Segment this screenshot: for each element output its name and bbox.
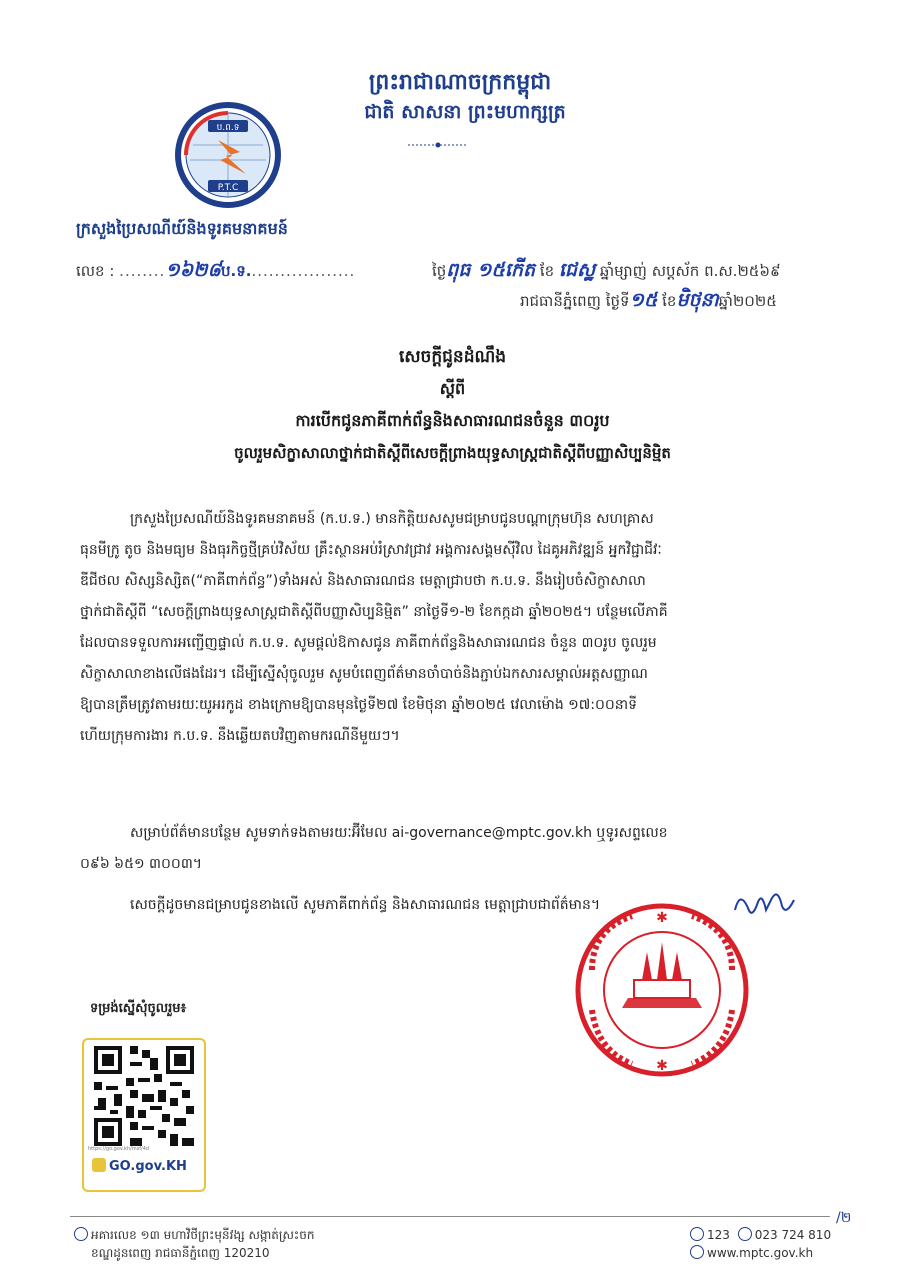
lunar-date: ថ្ងៃពុធ ១៥កើត ខែ ជេស្ឋ ឆ្នាំម្សាញ់ សប្តស័ក ព.ស.២៥៦៩	[432, 259, 781, 281]
svg-text:✱: ✱	[656, 910, 668, 926]
website-link[interactable]: www.mptc.gov.kh	[707, 1246, 814, 1260]
body-line: ឱ្យបានត្រឹមត្រូវតាមរយៈយូអរកូដ ខាងក្រោមឱ្យបានមុនថ្ងៃទី២៧ ខែមិថុនា ឆ្នាំ២០២៥ វេលាម៉ោង ១៧:០០នាទី	[80, 697, 637, 713]
kingdom-heading: ព្រះរាជាណាចក្រកម្ពុជា	[368, 69, 552, 95]
notice-subject-line2: ចូលរួមសិក្ខាសាលាថ្នាក់ជាតិស្តីពីសេចក្តីព្រាងយុទ្ធសាស្ត្រជាតិស្តីពីបញ្ញាសិប្បនិម្មិត	[234, 444, 671, 462]
page-number-mark: /២	[836, 1210, 852, 1226]
go-gov-logo-icon	[92, 1158, 106, 1172]
reference-number-handwritten: ១៦២៨	[165, 259, 221, 281]
body-line: ដែលបានទទួលការអញ្ជើញផ្ទាល់ ក.ប.ទ. សូមផ្តល់ឱកាសជូន ភាគីពាក់ព័ន្ធនិងសាធារណជន ចំនួន ៣០រូប ចូលរួម	[80, 635, 657, 651]
notice-subject-line1: ការបើកជូនភាគីពាក់ព័ន្ធនិងសាធារណជនចំនួន ៣០រូប	[295, 411, 610, 430]
reference-number: លេខ : ........១៦២៨ប.ទ...................	[76, 259, 356, 281]
hotline-icon	[690, 1227, 704, 1241]
body-line: ធុនមីក្រូ តូច និងមធ្យម និងធុរកិច្ចថ្មីគ្រប់វិស័យ គ្រឹះស្ថានអប់រំស្រាវជ្រាវ អង្គការសង្គមស៊ីវិល ដៃគូអភិវឌ្ឍន៍ អ្នកវិជ្ជាជីវៈ	[80, 542, 662, 558]
ornament-divider-icon	[408, 140, 468, 150]
location-pin-icon	[74, 1227, 88, 1241]
qr-code-icon	[94, 1046, 194, 1146]
motto-heading: ជាតិ សាសនា ព្រះមហាក្សត្រ	[364, 101, 566, 123]
go-gov-kh-logo: GO.gov.KH	[92, 1158, 187, 1174]
body-line: សិក្ខាសាលាខាងលើផងដែរ។ ដើម្បីស្នើសុំចូលរួម សូមបំពេញព័ត៌មានចាំបាច់និងភ្ជាប់ឯកសារសម្គាល់អត្តសញ្ញាណ	[80, 666, 648, 682]
signature-icon	[730, 880, 810, 930]
ministry-logo-icon	[168, 100, 288, 210]
solar-date: រាជធានីភ្នំពេញ ថ្ងៃទី១៥ ខែមិថុនាឆ្នាំ២០២៥	[520, 289, 777, 311]
body-line: ហើយក្រុមការងារ ក.ប.ទ. នឹងឆ្លើយតបវិញតាមករណីនីមួយៗ។	[80, 728, 400, 744]
body-line: ០៩៦ ៦៥១ ៣០០៣។	[80, 856, 203, 872]
body-line: សម្រាប់ព័ត៌មានបន្ថែម សូមទាក់ទងតាមរយៈអ៊ីមែល ai-governance@mptc.gov.kh ឬទូរសព្ទលេខ	[130, 825, 668, 841]
footer-contacts: 123 023 724 810 www.mptc.gov.kh	[690, 1226, 831, 1262]
svg-text:ប.ព.ទ: ប.ព.ទ	[216, 123, 240, 133]
svg-text:P.T.C: P.T.C	[217, 183, 239, 193]
svg-text:✱: ✱	[656, 1058, 668, 1074]
qr-url: https://go.gov.kh/msf/4d	[88, 1146, 150, 1152]
footer-divider	[70, 1216, 830, 1217]
ministry-logo	[168, 100, 288, 210]
body-line: សេចក្តីដូចមានជម្រាបជូនខាងលើ សូមភាគីពាក់ព័ន្ធ និងសាធារណជន មេត្តាជ្រាបជាព័ត៌មាន។	[130, 897, 601, 913]
notice-subject-label: ស្តីពី	[439, 379, 466, 398]
body-line: ថ្នាក់ជាតិស្តីពី “សេចក្តីព្រាងយុទ្ធសាស្ត្រជាតិស្តីពីបញ្ញាសិប្បនិម្មិត” នាថ្ងៃទី១-២ ខែកក្កដា ឆ្នាំ២០២៥។ បន្ថែមលើភាគី	[80, 604, 668, 620]
body-line: ក្រសួងប្រៃសណីយ៍និងទូរគមនាគមន៍ (ក.ប.ទ.) មានកិត្តិយសសូមជម្រាបជូនបណ្តាក្រុមហ៊ុន សហគ្រាស	[130, 511, 654, 527]
body-paragraph-2	[80, 818, 830, 880]
phone-icon	[738, 1227, 752, 1241]
reference-label: លេខ :	[76, 262, 115, 280]
body-paragraph-1	[80, 504, 830, 752]
official-seal-icon	[572, 900, 752, 1080]
qr-label: ទម្រង់ស្នើសុំចូលរួម៖	[90, 1001, 187, 1016]
ministry-name: ក្រសួងប្រៃសណីយ៍និងទូរគមនាគមន៍	[76, 219, 288, 238]
notice-title: សេចក្តីជូនដំណឹង	[398, 347, 507, 367]
body-line: ឌីជីថល សិស្សនិស្សិត(“ភាគីពាក់ព័ន្ធ”)ទាំងអស់ និងសាធារណជន មេត្តាជ្រាបថា ក.ប.ទ. នឹងរៀបចំសិក្ខាសាលា	[80, 573, 646, 589]
globe-icon	[690, 1245, 704, 1259]
footer-address: អគារលេខ ១៣ មហាវិថីព្រះមុនីវង្ស សង្កាត់ស្រះចក ខណ្ឌដូនពេញ រាជធានីភ្នំពេញ 120210	[74, 1226, 314, 1262]
